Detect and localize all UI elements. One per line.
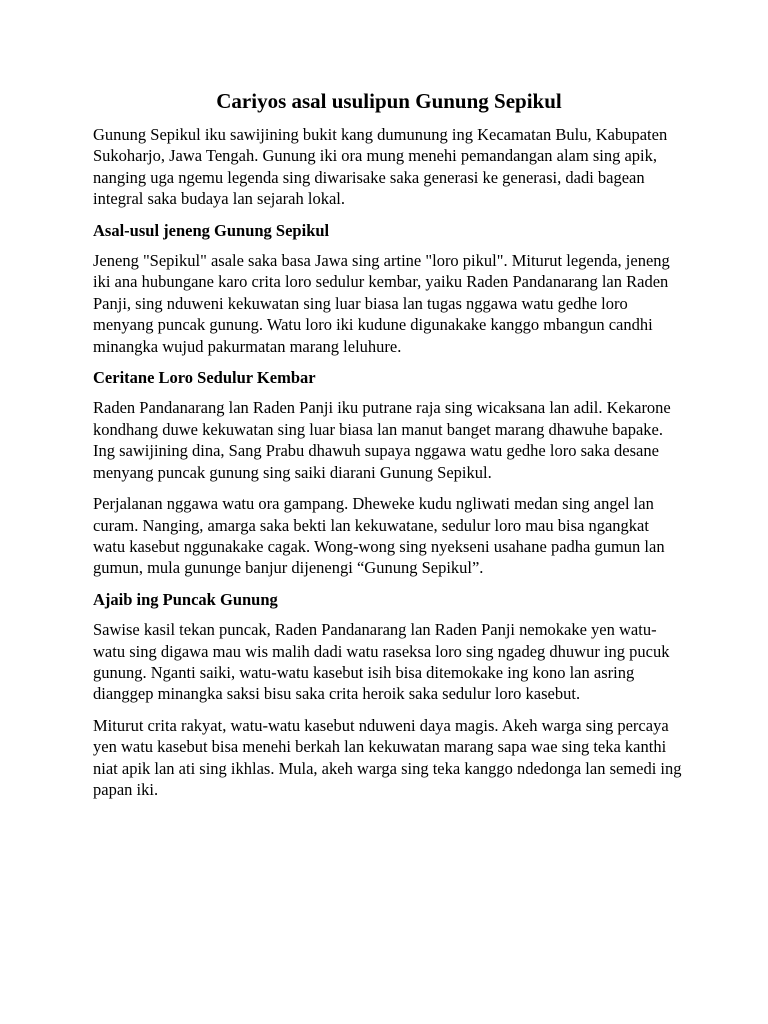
document-title: Cariyos asal usulipun Gunung Sepikul xyxy=(216,89,562,113)
section-heading-miracle-summit: Ajaib ing Puncak Gunung xyxy=(93,589,278,609)
miracle-summit-paragraph-2: Miturut crita rakyat, watu-watu kasebut nduweni daya magis. Akeh warga sing percaya yen watu kasebut bisa menehi berkah lan kekuwatan marang sapa wae sing teka kanthi niat apik lan ati sing ikhlas. Mula, akeh warga sing teka kanggo ndedonga lan semedi ing papan iki. xyxy=(93,715,682,799)
intro-paragraph: Gunung Sepikul iku sawijining bukit kang dumunung ing Kecamatan Bulu, Kabupaten Sukoharjo, Jawa Tengah. Gunung iki ora mung menehi pemandangan alam sing apik, nanging uga ngemu legenda sing diwarisake saka generasi ke generasi, dadi bagean integral saka budaya lan sejarah lokal. xyxy=(93,125,668,209)
section-heading-name-origin: Asal-usul jeneng Gunung Sepikul xyxy=(93,220,330,240)
name-origin-paragraph: Jeneng "Sepikul" asale saka basa Jawa sing artine "loro pikul". Miturut legenda, jeneng iki ana hubungane karo crita loro sedulur kembar, yaiku Raden Pandanarang lan Raden Panji, sing nduweni kekuwatan sing luar biasa lan tugas nggawa watu gedhe loro menyang puncak gunung. Watu loro iki kudune digunakake kanggo mbangun candhi minangka wujud pakurmatan marang leluhure. xyxy=(93,251,670,356)
twin-brothers-paragraph-1: Raden Pandanarang lan Raden Panji iku putrane raja sing wicaksana lan adil. Kekarone kondhang duwe kekuwatan sing luar biasa lan manut banget marang dhawuhe bapake. Ing sawijining dina, Sang Prabu dhawuh supaya nggawa watu gedhe loro saka desane menyang puncak gunung sing saiki diarani Gunung Sepikul. xyxy=(93,398,671,482)
document-body xyxy=(93,88,683,810)
section-heading-twin-brothers: Ceritane Loro Sedulur Kembar xyxy=(93,368,316,388)
twin-brothers-paragraph-2: Perjalanan nggawa watu ora gampang. Dheweke kudu ngliwati medan sing angel lan curam. Nanging, amarga saka bekti lan kekuwatane, sedulur loro mau bisa ngangkat watu kasebut nggunakake cagak. Wong-wong sing nyekseni usahane padha gumun lan gumun, mula gununge banjur dijenengi “Gunung Sepikul”. xyxy=(93,494,665,578)
miracle-summit-paragraph-1: Sawise kasil tekan puncak, Raden Pandanarang lan Raden Panji nemokake yen watu-watu sing digawa mau wis malih dadi watu raseksa loro sing ngadeg dhuwur ing pucuk gunung. Nganti saiki, watu-watu kasebut isih bisa ditemokake ing kono lan asring dianggep minangka saksi bisu saka crita heroik saka sedulur loro kasebut. xyxy=(93,620,670,704)
